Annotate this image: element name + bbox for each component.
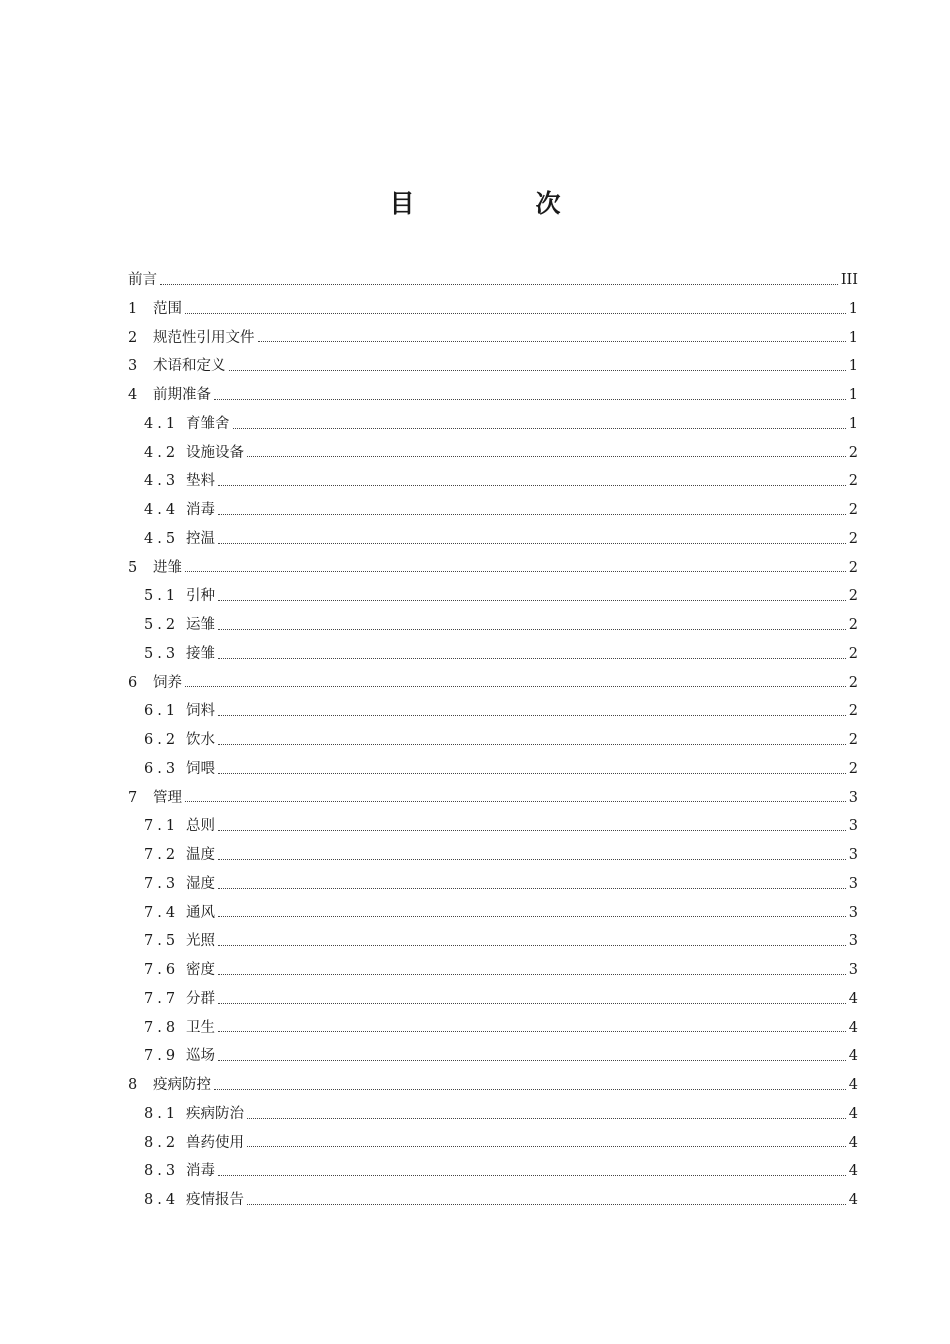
- toc-entry-number: 8.1: [144, 1105, 180, 1122]
- toc-dot-leader: [218, 1030, 846, 1032]
- toc-dot-leader: [229, 369, 846, 371]
- toc-entry[interactable]: [128, 1129, 858, 1158]
- toc-entry-label: 湿度: [186, 875, 215, 892]
- toc-entry-label: 疫情报告: [186, 1192, 244, 1208]
- toc-entry-page-number: 2: [848, 473, 858, 490]
- toc-entry-label: 术语和定义: [153, 358, 226, 375]
- toc-entry-number: 7: [128, 789, 142, 806]
- toc-entry-page-number: 4: [848, 1048, 858, 1065]
- toc-entry-page-number: 4: [848, 1077, 858, 1093]
- table-of-contents: [128, 266, 858, 1215]
- toc-entry-number: 8.2: [144, 1134, 180, 1151]
- toc-entry-number: 4.3: [144, 473, 180, 490]
- toc-entry-number: 3: [128, 358, 142, 375]
- toc-entry-label: 消毒: [186, 1163, 215, 1180]
- toc-dot-leader: [218, 542, 846, 544]
- toc-dot-leader: [218, 973, 846, 975]
- toc-entry[interactable]: [128, 726, 858, 755]
- toc-entry-number: 1: [128, 300, 142, 317]
- toc-entry-page-number: 2: [848, 732, 858, 748]
- toc-entry-page-number: 4: [848, 990, 858, 1007]
- toc-dot-leader: [185, 570, 846, 572]
- toc-entry-number: 7.6: [144, 962, 180, 978]
- toc-entry-page-number: 2: [848, 760, 858, 777]
- toc-dot-leader: [258, 340, 846, 342]
- toc-entry[interactable]: [128, 381, 858, 410]
- toc-dot-leader: [218, 829, 846, 831]
- toc-entry-number: 6: [128, 674, 142, 691]
- toc-dot-leader: [218, 599, 846, 601]
- toc-entry-label: 设施设备: [186, 444, 244, 461]
- toc-entry-number: 4.4: [144, 502, 180, 518]
- toc-entry[interactable]: [128, 927, 858, 956]
- toc-dot-leader: [247, 455, 846, 457]
- toc-entry[interactable]: [128, 611, 858, 640]
- toc-dot-leader: [218, 484, 846, 486]
- toc-dot-leader: [214, 398, 846, 400]
- toc-entry-page-number: 2: [848, 674, 858, 691]
- toc-entry-label: 饲料: [186, 703, 215, 720]
- toc-dot-leader: [218, 743, 846, 745]
- toc-entry-label: 卫生: [186, 1019, 215, 1036]
- toc-entry-page-number: 3: [848, 962, 858, 978]
- toc-entry-number: 2: [128, 329, 142, 346]
- toc-dot-leader: [218, 513, 846, 515]
- toc-dot-leader: [214, 1088, 846, 1090]
- toc-entry-label: 引种: [186, 588, 215, 605]
- toc-entry-label: 通风: [186, 904, 215, 921]
- toc-entry-page-number: III: [840, 272, 858, 288]
- toc-entry-number: 7.2: [144, 847, 180, 863]
- toc-entry-label: 光照: [186, 933, 215, 950]
- toc-entry[interactable]: [128, 870, 858, 899]
- toc-entry-page-number: 1: [848, 358, 858, 375]
- toc-entry-page-number: 2: [848, 588, 858, 605]
- toc-entry-number: 7.4: [144, 904, 180, 921]
- toc-entry-label: 管理: [153, 789, 182, 806]
- toc-entry-label: 垫料: [186, 473, 215, 490]
- toc-entry[interactable]: [128, 1186, 858, 1215]
- toc-entry[interactable]: [128, 841, 858, 870]
- toc-entry[interactable]: [128, 1042, 858, 1071]
- toc-dot-leader: [218, 772, 846, 774]
- toc-entry-label: 兽药使用: [186, 1134, 244, 1151]
- toc-entry-page-number: 1: [848, 329, 858, 346]
- toc-entry-page-number: 4: [848, 1134, 858, 1151]
- toc-dot-leader: [247, 1145, 846, 1147]
- toc-entry-page-number: 2: [848, 559, 858, 576]
- toc-dot-leader: [218, 858, 846, 860]
- toc-entry[interactable]: [128, 812, 858, 841]
- toc-entry-page-number: 3: [848, 818, 858, 835]
- toc-entry-label: 疫病防控: [153, 1077, 211, 1093]
- toc-entry[interactable]: [128, 496, 858, 525]
- toc-entry-label: 分群: [186, 990, 215, 1007]
- toc-dot-leader: [218, 1002, 846, 1004]
- toc-entry-number: 4: [128, 387, 142, 403]
- toc-entry-number: 7.8: [144, 1019, 180, 1036]
- toc-entry-number: 4.5: [144, 530, 180, 547]
- toc-entry-label: 进雏: [153, 559, 182, 576]
- toc-entry-page-number: 4: [848, 1019, 858, 1036]
- toc-entry[interactable]: [128, 410, 858, 439]
- toc-entry-number: 7.1: [144, 818, 180, 835]
- toc-entry[interactable]: [128, 554, 858, 583]
- toc-dot-leader: [185, 685, 846, 687]
- toc-entry-page-number: 3: [848, 847, 858, 863]
- toc-entry-label: 总则: [186, 818, 215, 835]
- toc-entry-page-number: 3: [848, 933, 858, 950]
- toc-entry-label: 饲养: [153, 674, 182, 691]
- toc-dot-leader: [218, 915, 846, 917]
- toc-entry-number: 8.3: [144, 1163, 180, 1180]
- toc-entry[interactable]: [128, 266, 858, 295]
- toc-entry[interactable]: [128, 784, 858, 813]
- toc-entry-page-number: 2: [848, 444, 858, 461]
- toc-entry-label: 运雏: [186, 617, 215, 633]
- toc-entry[interactable]: [128, 1014, 858, 1043]
- toc-entry[interactable]: [128, 755, 858, 784]
- toc-entry[interactable]: [128, 956, 858, 985]
- toc-entry-label: 温度: [186, 847, 215, 863]
- toc-entry-page-number: 4: [848, 1192, 858, 1208]
- toc-entry-page-number: 3: [848, 789, 858, 806]
- toc-entry-label: 密度: [186, 962, 215, 978]
- toc-entry-label: 巡场: [186, 1048, 215, 1065]
- toc-entry-number: 7.7: [144, 990, 180, 1007]
- toc-entry-number: 7.9: [144, 1048, 180, 1065]
- toc-entry-page-number: 2: [848, 502, 858, 518]
- toc-entry-label: 育雏舍: [186, 415, 230, 432]
- toc-entry-number: 6.1: [144, 703, 180, 720]
- toc-entry-label: 前言: [128, 272, 157, 288]
- toc-entry-page-number: 2: [848, 645, 858, 662]
- toc-entry-number: 6.2: [144, 732, 180, 748]
- toc-entry-label: 接雏: [186, 645, 215, 662]
- toc-dot-leader: [247, 1117, 846, 1119]
- toc-dot-leader: [185, 800, 846, 802]
- page-title: 目 次: [389, 189, 609, 218]
- toc-entry[interactable]: [128, 669, 858, 698]
- toc-entry-number: 7.3: [144, 875, 180, 892]
- toc-entry-number: 8: [128, 1077, 142, 1093]
- toc-dot-leader: [218, 944, 846, 946]
- toc-entry-number: 5.3: [144, 645, 180, 662]
- toc-dot-leader: [185, 312, 846, 314]
- toc-entry-label: 疾病防治: [186, 1105, 244, 1122]
- toc-entry[interactable]: [128, 985, 858, 1014]
- toc-entry-page-number: 2: [848, 530, 858, 547]
- toc-dot-leader: [218, 1174, 846, 1176]
- toc-entry-page-number: 3: [848, 875, 858, 892]
- toc-dot-leader: [218, 714, 846, 716]
- toc-entry-number: 4.1: [144, 415, 180, 432]
- toc-entry-number: 8.4: [144, 1192, 180, 1208]
- toc-entry-label: 范围: [153, 300, 182, 317]
- toc-dot-leader: [247, 1203, 846, 1205]
- toc-entry-number: 5: [128, 559, 142, 576]
- toc-entry[interactable]: [128, 324, 858, 353]
- toc-entry[interactable]: [128, 525, 858, 554]
- toc-entry[interactable]: [128, 697, 858, 726]
- toc-entry[interactable]: [128, 295, 858, 324]
- toc-entry-page-number: 1: [848, 300, 858, 317]
- toc-entry-number: 4.2: [144, 444, 180, 461]
- toc-entry-page-number: 4: [848, 1163, 858, 1180]
- toc-entry-label: 饲喂: [186, 760, 215, 777]
- toc-dot-leader: [160, 283, 838, 285]
- toc-entry-label: 规范性引用文件: [153, 329, 255, 346]
- toc-entry-label: 消毒: [186, 502, 215, 518]
- toc-entry[interactable]: [128, 467, 858, 496]
- toc-entry-number: 6.3: [144, 760, 180, 777]
- toc-entry-number: 5.1: [144, 588, 180, 605]
- toc-entry[interactable]: [128, 439, 858, 468]
- toc-entry[interactable]: [128, 582, 858, 611]
- toc-entry-page-number: 4: [848, 1105, 858, 1122]
- toc-entry-page-number: 2: [848, 703, 858, 720]
- toc-entry-label: 控温: [186, 530, 215, 547]
- toc-entry[interactable]: [128, 640, 858, 669]
- toc-entry[interactable]: [128, 1157, 858, 1186]
- toc-entry[interactable]: [128, 1100, 858, 1129]
- toc-entry[interactable]: [128, 352, 858, 381]
- toc-dot-leader: [218, 887, 846, 889]
- toc-entry-label: 前期准备: [153, 387, 211, 403]
- toc-dot-leader: [218, 657, 846, 659]
- toc-entry-page-number: 2: [848, 617, 858, 633]
- toc-entry-label: 饮水: [186, 732, 215, 748]
- toc-dot-leader: [218, 628, 846, 630]
- toc-entry-number: 5.2: [144, 617, 180, 633]
- toc-dot-leader: [218, 1059, 846, 1061]
- toc-entry-number: 7.5: [144, 933, 180, 950]
- toc-dot-leader: [233, 427, 846, 429]
- toc-entry-page-number: 3: [848, 904, 858, 921]
- toc-entry[interactable]: [128, 1071, 858, 1100]
- toc-entry[interactable]: [128, 899, 858, 928]
- toc-entry-page-number: 1: [848, 415, 858, 432]
- toc-entry-page-number: 1: [848, 387, 858, 403]
